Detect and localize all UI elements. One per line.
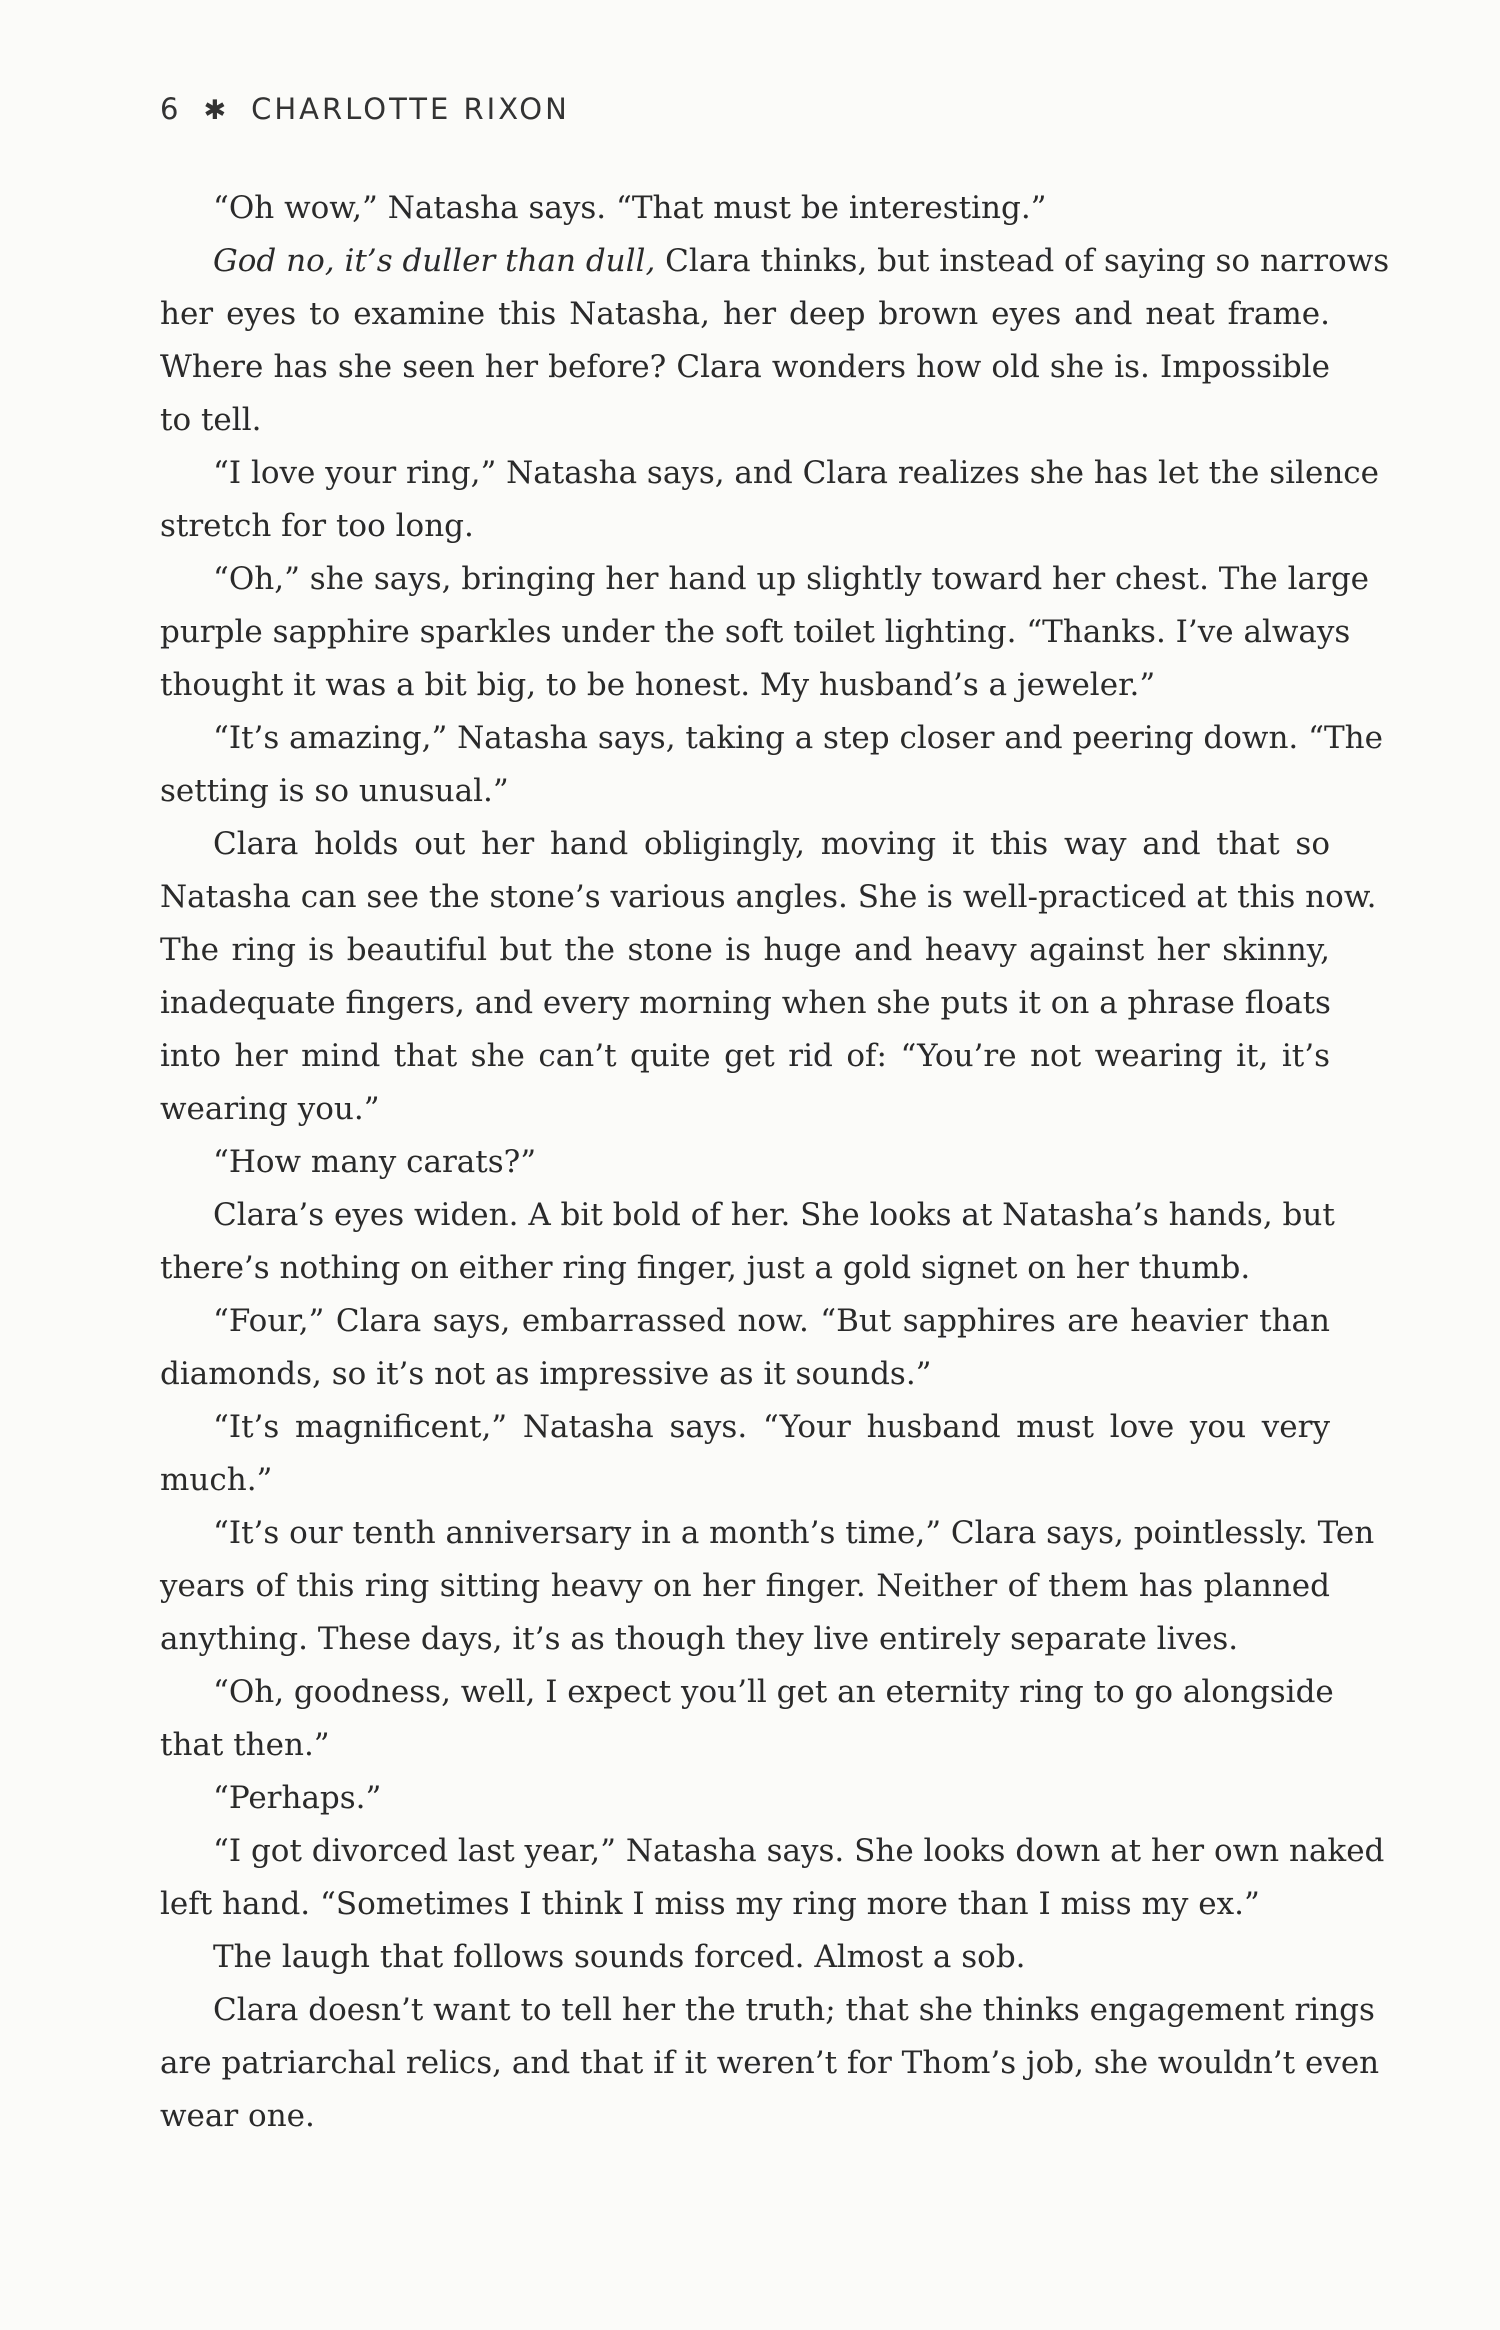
text-line — [160, 818, 1330, 871]
text-line — [160, 765, 1330, 818]
text-line — [160, 1189, 1335, 1242]
line-text: “Perhaps.” — [213, 1780, 382, 1816]
text-line — [160, 1295, 1330, 1348]
text-line — [160, 341, 1330, 394]
text-line — [160, 1613, 1330, 1666]
line-text: Clara thinks, but instead of saying so narrows — [655, 243, 1390, 279]
running-header — [160, 92, 570, 126]
text-line — [160, 447, 1379, 500]
line-text: that then.” — [160, 1727, 330, 1763]
line-text: “I got divorced last year,” Natasha says. She looks down at her own naked — [213, 1833, 1385, 1869]
line-text: her eyes to examine this Natasha, her deep brown eyes and neat frame. — [160, 296, 1330, 332]
text-line — [160, 1666, 1334, 1719]
line-text: anything. These days, it’s as though they live entirely separate lives. — [160, 1621, 1239, 1657]
line-text: setting is so unusual.” — [160, 773, 509, 809]
line-text: Clara doesn’t want to tell her the truth; that she thinks engagement rings — [213, 1992, 1375, 2028]
line-text: inadequate fingers, and every morning when she puts it on a phrase floats — [160, 985, 1331, 1021]
line-text: “Four,” Clara says, embarrassed now. “But sapphires are heavier than — [213, 1303, 1330, 1339]
text-line — [160, 1507, 1375, 1560]
line-text: left hand. “Sometimes I think I miss my ring more than I miss my ex.” — [160, 1886, 1260, 1922]
line-text: “It’s magnificent,” Natasha says. “Your husband must love you very — [213, 1409, 1330, 1445]
text-line — [160, 1242, 1330, 1295]
line-text: The ring is beautiful but the stone is huge and heavy against her skinny, — [160, 932, 1330, 968]
line-text: diamonds, so it’s not as impressive as it sounds.” — [160, 1356, 932, 1392]
line-text: “Oh wow,” Natasha says. “That must be interesting.” — [213, 190, 1047, 226]
line-text: stretch for too long. — [160, 508, 474, 544]
text-line — [160, 1772, 1330, 1825]
page-body-text — [160, 182, 1390, 2143]
text-line — [160, 1984, 1375, 2037]
line-text: are patriarchal relics, and that if it weren’t for Thom’s job, she wouldn’t even — [160, 2045, 1380, 2081]
text-line — [160, 1348, 1330, 1401]
line-text: there’s nothing on either ring finger, just a gold signet on her thumb. — [160, 1250, 1251, 1286]
line-text: Natasha can see the stone’s various angles. She is well-practiced at this now. — [160, 879, 1377, 915]
author-name: CHARLOTTE RIXON — [251, 92, 570, 126]
line-text: wear one. — [160, 2098, 315, 2134]
text-line — [160, 871, 1377, 924]
line-text: thought it was a bit big, to be honest. My husband’s a jeweler.” — [160, 667, 1156, 703]
line-text: Where has she seen her before? Clara wonders how old she is. Impossible — [160, 349, 1330, 385]
line-text: “It’s our tenth anniversary in a month’s time,” Clara says, pointlessly. Ten — [213, 1515, 1375, 1551]
text-line — [160, 659, 1330, 712]
text-line — [160, 1030, 1330, 1083]
text-line — [160, 606, 1351, 659]
text-line — [160, 553, 1370, 606]
text-line — [160, 1560, 1330, 1613]
line-text: The laugh that follows sounds forced. Almost a sob. — [213, 1939, 1026, 1975]
line-text: wearing you.” — [160, 1091, 380, 1127]
line-text: into her mind that she can’t quite get rid of: “You’re not wearing it, it’s — [160, 1038, 1330, 1074]
line-text: much.” — [160, 1462, 273, 1498]
line-text: “It’s amazing,” Natasha says, taking a step closer and peering down. “The — [213, 720, 1383, 756]
star-separator-icon: ✱ — [203, 95, 230, 126]
line-text: “I love your ring,” Natasha says, and Clara realizes she has let the silence — [213, 455, 1379, 491]
text-line — [160, 1825, 1385, 1878]
text-line — [160, 1401, 1330, 1454]
line-text: “How many carats?” — [213, 1144, 537, 1180]
line-text: purple sapphire sparkles under the soft toilet lighting. “Thanks. I’ve always — [160, 614, 1351, 650]
text-line — [160, 1454, 1330, 1507]
line-text: “Oh,” she says, bringing her hand up slightly toward her chest. The large — [213, 561, 1370, 597]
text-line — [160, 500, 1330, 553]
text-line — [160, 394, 1330, 447]
text-line — [160, 977, 1330, 1030]
line-text: Clara holds out her hand obligingly, moving it this way and that so — [213, 826, 1330, 862]
line-text: years of this ring sitting heavy on her finger. Neither of them has planned — [160, 1568, 1330, 1604]
text-line — [160, 1136, 1330, 1189]
text-line — [160, 2090, 1330, 2143]
text-line — [160, 1931, 1330, 1984]
text-line — [160, 2037, 1380, 2090]
line-text: “Oh, goodness, well, I expect you’ll get an eternity ring to go alongside — [213, 1674, 1334, 1710]
text-line — [160, 235, 1390, 288]
text-line — [160, 288, 1330, 341]
text-line — [160, 712, 1383, 765]
italic-text: God no, it’s duller than dull, — [213, 243, 656, 279]
line-text: Clara’s eyes widen. A bit bold of her. She looks at Natasha’s hands, but — [213, 1197, 1335, 1233]
text-line — [160, 1719, 1330, 1772]
page-number: 6 — [160, 92, 182, 126]
text-line — [160, 1083, 1330, 1136]
text-line — [160, 1878, 1330, 1931]
text-line — [160, 182, 1330, 235]
text-line — [160, 924, 1330, 977]
line-text: to tell. — [160, 402, 262, 438]
